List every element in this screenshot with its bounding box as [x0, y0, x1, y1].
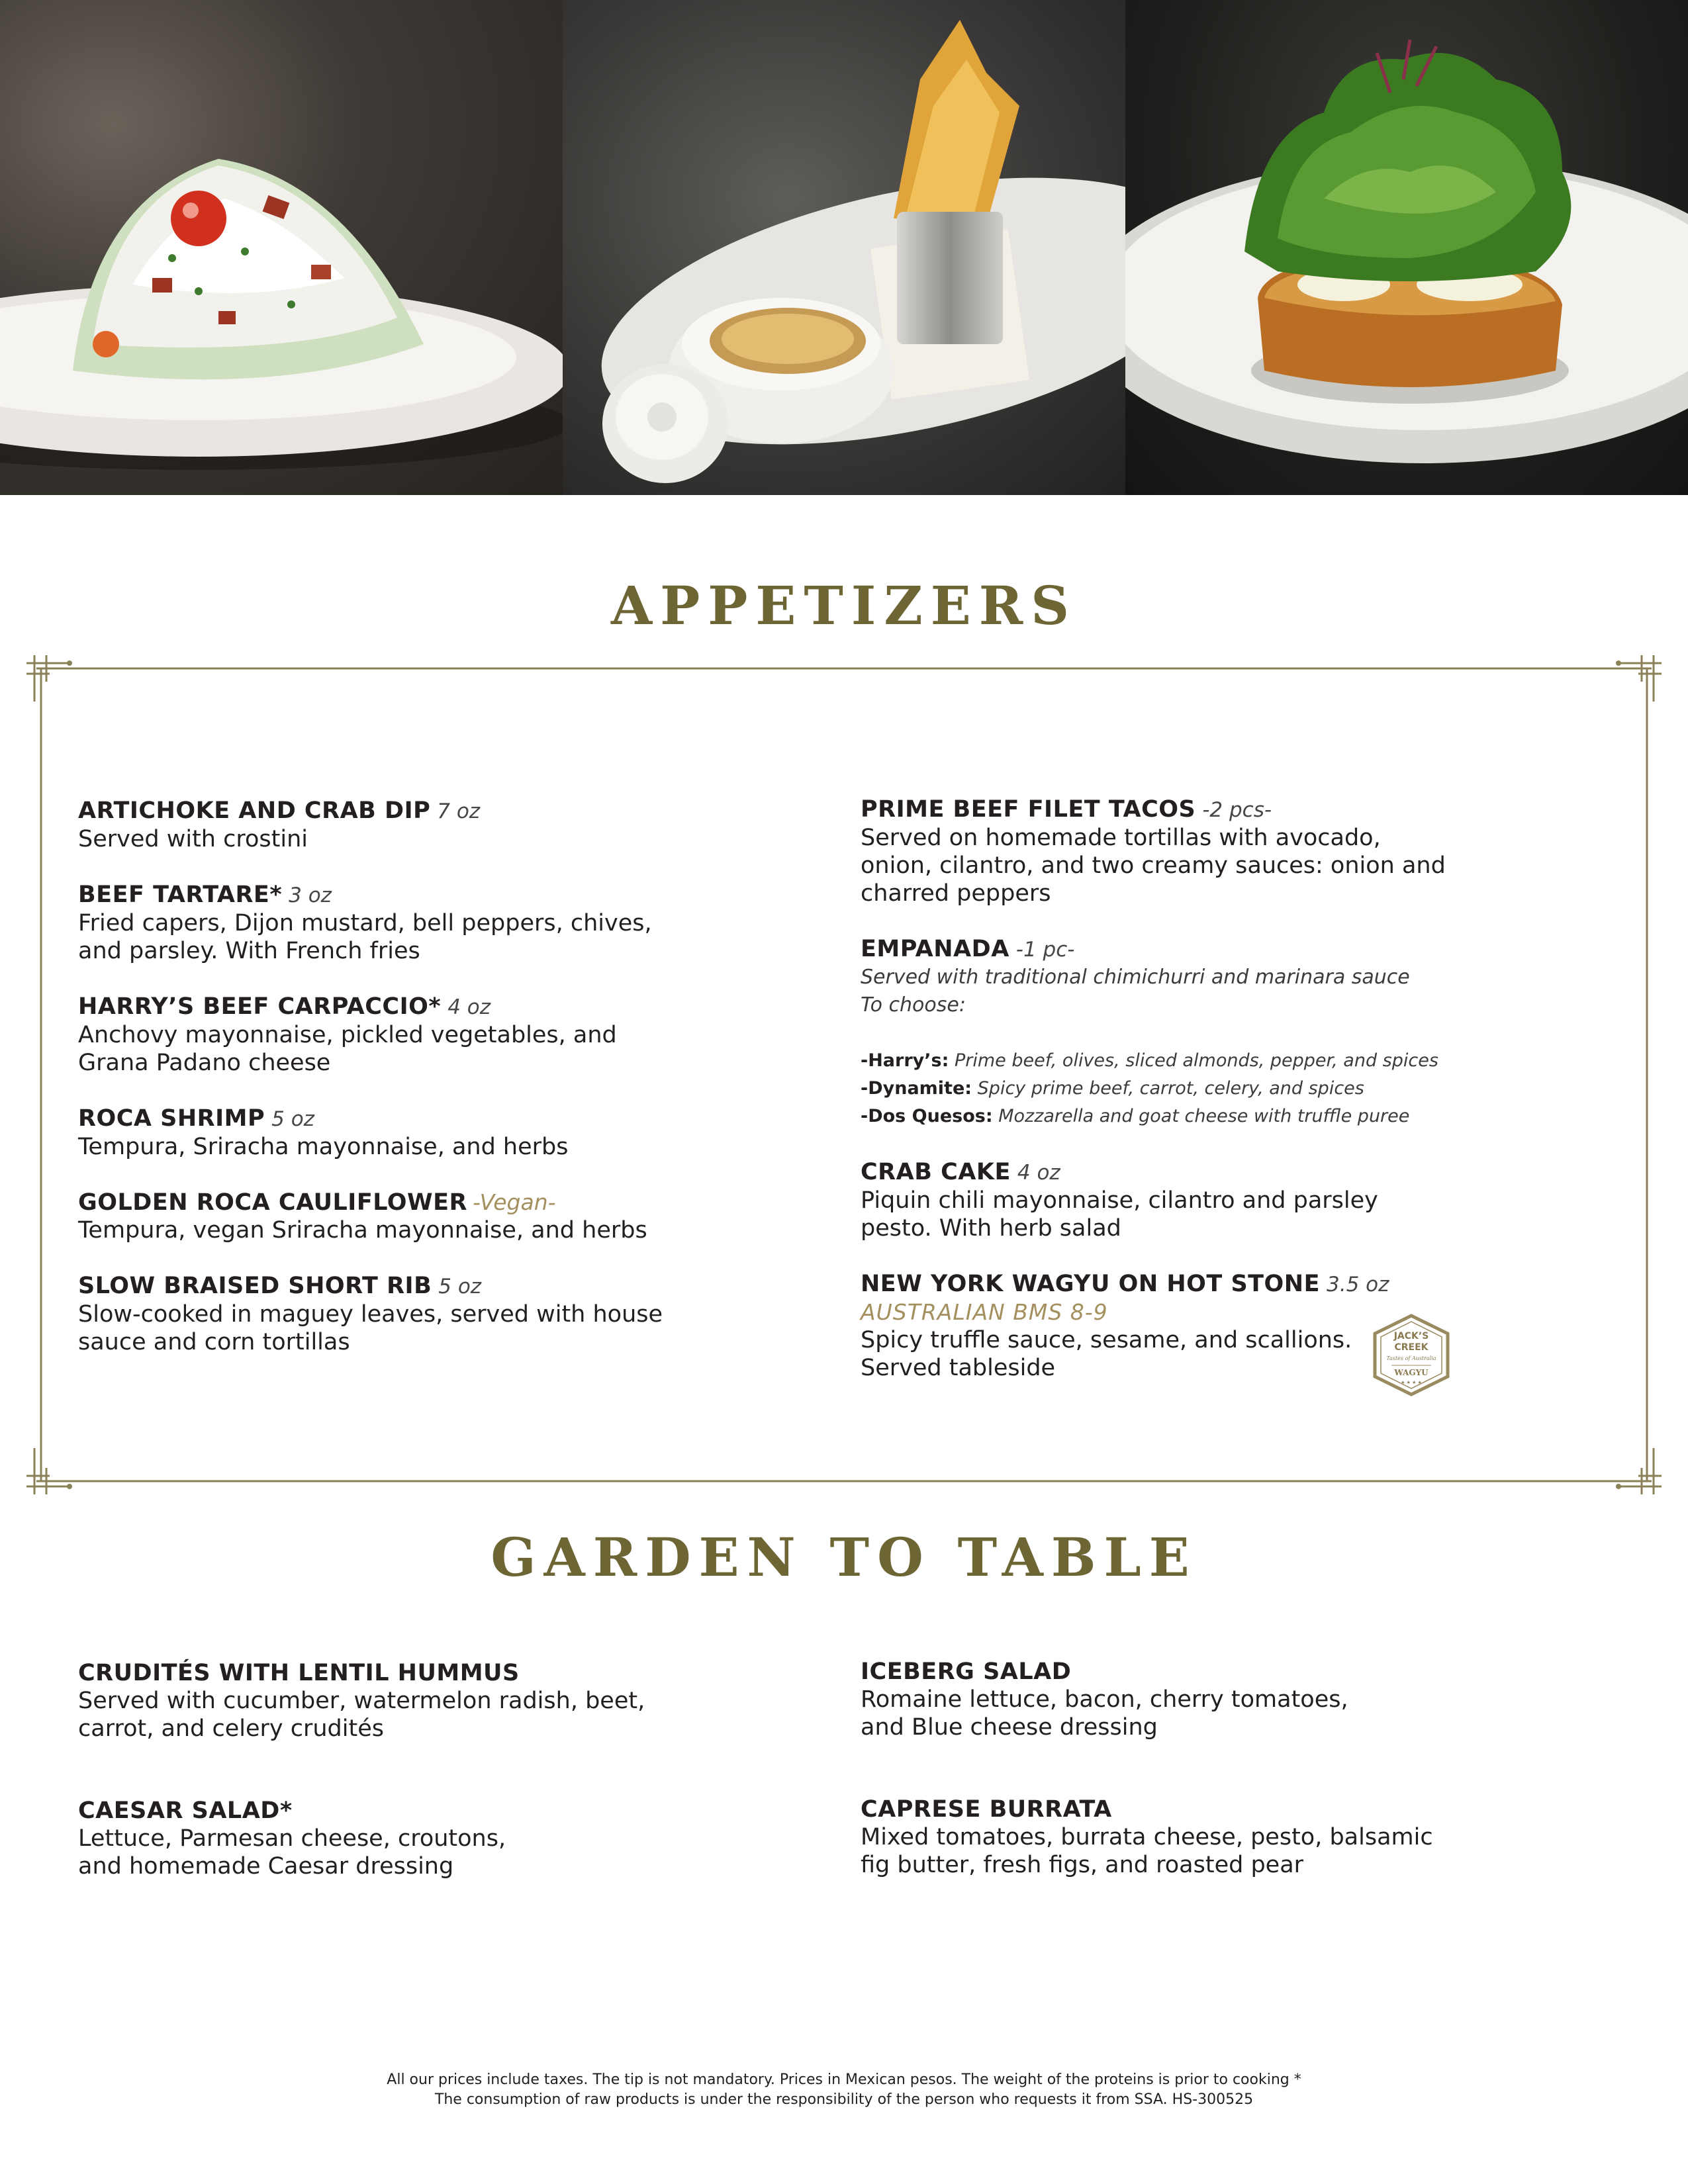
crab-cake-photo: [1125, 0, 1688, 495]
item-description: To choose:: [861, 993, 966, 1017]
item-name: SLOW BRAISED SHORT RIB: [78, 1273, 432, 1299]
item-name: HARRY’S BEEF CARPACCIO*: [78, 993, 442, 1020]
item-description: charred peppers: [861, 880, 1051, 907]
item-name: BEEF TARTARE*: [78, 882, 283, 908]
menu-item-roca-shrimp: [78, 1105, 767, 1161]
wagyu-grade: AUSTRALIAN BMS 8-9: [861, 1299, 1108, 1325]
item-portion: 3 oz: [289, 884, 332, 907]
menu-item-beef-filet-tacos: [861, 796, 1549, 907]
item-portion: 5 oz: [438, 1275, 482, 1298]
item-description: Served tableside: [861, 1355, 1056, 1381]
footer-disclaimer: [0, 2070, 1688, 2110]
item-description: Grana Padano cheese: [78, 1050, 331, 1076]
item-description: Mixed tomatoes, burrata cheese, pesto, balsamic: [861, 1824, 1433, 1850]
item-name: ICEBERG SALAD: [861, 1659, 1072, 1685]
item-description: Served with cucumber, watermelon radish, beet,: [78, 1688, 645, 1714]
item-description: fig butter, fresh figs, and roasted pear: [861, 1852, 1304, 1878]
menu-item-crudites: [78, 1659, 767, 1743]
item-name: ARTICHOKE AND CRAB DIP: [78, 797, 431, 824]
item-description: and parsley. With French fries: [78, 938, 420, 964]
item-portion: 5 oz: [271, 1107, 314, 1131]
garden-left-column: [78, 1659, 767, 1908]
item-name: GOLDEN ROCA CAULIFLOWER: [78, 1189, 468, 1216]
footer-line: The consumption of raw products is under the responsibility of the person who requests it from SSA. HS-300525: [434, 2091, 1254, 2108]
item-description: Tempura, vegan Sriracha mayonnaise, and herbs: [78, 1217, 647, 1244]
photo-strip: [0, 0, 1688, 495]
item-description: Anchovy mayonnaise, pickled vegetables, and: [78, 1022, 617, 1048]
empanada-option: -Dos Quesos: Mozzarella and goat cheese with truffle puree: [861, 1106, 1410, 1126]
garden-right-column: [861, 1658, 1549, 1907]
menu-item-golden-roca-cauliflower: [78, 1189, 767, 1244]
svg-text:★ ★ ★ ★: ★ ★ ★ ★: [1401, 1380, 1422, 1385]
item-description: carrot, and celery crudités: [78, 1715, 384, 1742]
menu-item-beef-carpaccio: [78, 993, 767, 1077]
svg-text:CREEK: CREEK: [1394, 1342, 1429, 1353]
item-portion: 3.5 oz: [1327, 1273, 1389, 1297]
svg-text:WAGYU: WAGYU: [1394, 1368, 1429, 1377]
menu-item-beef-tartare: [78, 881, 767, 965]
item-portion: 4 oz: [447, 995, 491, 1019]
item-name: CRUDITÉS WITH LENTIL HUMMUS: [78, 1660, 520, 1686]
item-portion: 7 oz: [437, 799, 481, 823]
item-name: CAPRESE BURRATA: [861, 1796, 1112, 1823]
appetizers-heading: APPETIZERS: [611, 574, 1077, 637]
footer-line: All our prices include taxes. The tip is not mandatory. Prices in Mexican pesos. The weight of the proteins is prior to cooking *: [387, 2071, 1301, 2088]
item-name: PRIME BEEF FILET TACOS: [861, 796, 1196, 823]
menu-item-artichoke-crab-dip: [78, 797, 767, 853]
item-name: NEW YORK WAGYU ON HOT STONE: [861, 1271, 1321, 1297]
item-description: Piquin chili mayonnaise, cilantro and parsley: [861, 1187, 1378, 1214]
item-description: Fried capers, Dijon mustard, bell peppers, chives,: [78, 910, 652, 936]
item-description: Served with traditional chimichurri and marinara sauce: [861, 966, 1410, 989]
item-description: Slow-cooked in maguey leaves, served with house: [78, 1301, 663, 1328]
item-portion: -1 pc-: [1015, 938, 1075, 962]
item-description: sauce and corn tortillas: [78, 1329, 350, 1355]
item-portion: 4 oz: [1017, 1161, 1060, 1185]
jacks-creek-wagyu-logo: [1372, 1314, 1451, 1396]
item-name: CAESAR SALAD*: [78, 1797, 293, 1824]
item-name: CRAB CAKE: [861, 1159, 1011, 1185]
item-description: and Blue cheese dressing: [861, 1714, 1158, 1741]
menu-item-short-rib: [78, 1272, 767, 1356]
item-description: Tempura, Sriracha mayonnaise, and herbs: [78, 1134, 569, 1160]
svg-text:Tastes of Australia: Tastes of Australia: [1386, 1355, 1436, 1361]
item-portion: -2 pcs-: [1202, 798, 1272, 822]
item-description: Lettuce, Parmesan cheese, croutons,: [78, 1825, 506, 1852]
menu-item-caprese-burrata: [861, 1796, 1549, 1879]
crab-dip-photo: [563, 0, 1125, 495]
item-description: Spicy truffle sauce, sesame, and scallions.: [861, 1327, 1352, 1353]
item-description: and homemade Caesar dressing: [78, 1853, 454, 1880]
svg-text:JACK’S: JACK’S: [1393, 1331, 1429, 1342]
wedge-salad-photo: [0, 0, 563, 495]
menu-item-crab-cake: [861, 1158, 1549, 1242]
menu-item-iceberg-salad: [861, 1658, 1549, 1741]
garden-heading: GARDEN TO TABLE: [491, 1526, 1197, 1588]
item-name: EMPANADA: [861, 936, 1009, 962]
menu-item-empanada: [861, 935, 1549, 1130]
item-description: Romaine lettuce, bacon, cherry tomatoes,: [861, 1686, 1348, 1713]
item-description: Served on homemade tortillas with avocado,: [861, 825, 1381, 851]
empanada-option: -Dynamite: Spicy prime beef, carrot, celery, and spices: [861, 1078, 1364, 1099]
vegan-tag: -Vegan-: [473, 1189, 556, 1215]
appetizers-left-column: [78, 797, 767, 1384]
item-description: pesto. With herb salad: [861, 1215, 1121, 1242]
menu-item-caesar-salad: [78, 1797, 767, 1880]
empanada-option: -Harry’s: Prime beef, olives, sliced almonds, pepper, and spices: [861, 1050, 1438, 1071]
item-description: onion, cilantro, and two creamy sauces: onion and: [861, 852, 1446, 879]
item-name: ROCA SHRIMP: [78, 1105, 265, 1132]
item-description: Served with crostini: [78, 826, 308, 852]
